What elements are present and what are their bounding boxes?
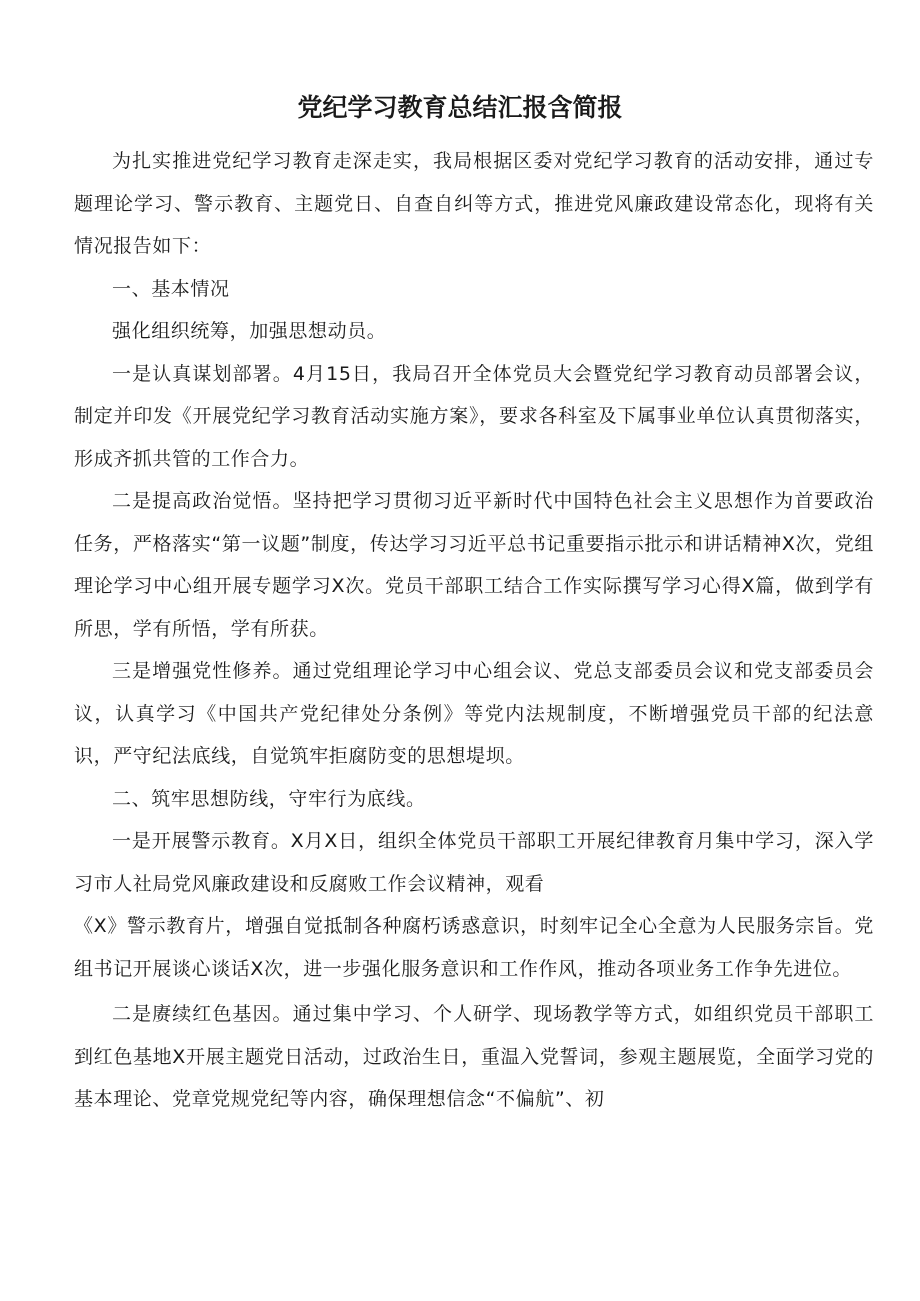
paragraph-political-awareness: 二是提高政治觉悟。坚持把学习贯彻习近平新时代中国特色社会主义思想作为首要政治任务，严格落实“第一议题”制度，传达学习习近平总书记重要指示批示和讲话精神X次，党组理论学习中心组开展专题学习X次。党员干部职工结合工作实际撰写学习心得X篇，做到学有所思，学有所悟，学有所获。 (74, 490, 874, 640)
section-heading-basic: 一、基本情况 (112, 277, 230, 300)
document-body (74, 140, 874, 1121)
intro-paragraph: 为扎实推进党纪学习教育走深走实，我局根据区委对党纪学习教育的活动安排，通过专题理论学习、警示教育、主题党日、自查自纠等方式，推进党风廉政建设常态化，现将有关情况报告如下： (74, 150, 874, 257)
subheading-organization: 强化组织统筹，加强思想动员。 (112, 320, 387, 342)
document-title: 党纪学习教育总结汇报含简报 (297, 93, 623, 122)
section-heading-defense: 二、筑牢思想防线，守牢行为底线。 (112, 787, 426, 810)
paragraph-warning-education-continued: 《X》警示教育片，增强自觉抵制各种腐朽诱惑意识，时刻牢记全心全意为人民服务宗旨。党组书记开展谈心谈话X次，进一步强化服务意识和工作作风，推动各项业务工作争先进位。 (74, 915, 874, 980)
paragraph-warning-education: 一是开展警示教育。X月X日，组织全体党员干部职工开展纪律教育月集中学习，深入学习市人社局党风廉政建设和反腐败工作会议精神，观看 (74, 830, 874, 895)
paragraph-planning: 一是认真谋划部署。4月15日，我局召开全体党员大会暨党纪学习教育动员部署会议，制定并印发《开展党纪学习教育活动实施方案》，要求各科室及下属事业单位认真贯彻落实，形成齐抓共管的工作合力。 (74, 362, 874, 470)
paragraph-red-gene: 二是赓续红色基因。通过集中学习、个人研学、现场教学等方式，如组织党员干部职工到红色基地X开展主题党日活动，过政治生日，重温入党誓词，参观主题展览，全面学习党的基本理论、党章党规党纪等内容，确保理想信念“不偏航”、初 (74, 1003, 874, 1110)
paragraph-party-spirit: 三是增强党性修养。通过党组理论学习中心组会议、党总支部委员会议和党支部委员会议，认真学习《中国共产党纪律处分条例》等党内法规制度，不断增强党员干部的纪法意识，严守纪法底线，自觉筑牢拒腐防变的思想堤坝。 (74, 660, 874, 767)
